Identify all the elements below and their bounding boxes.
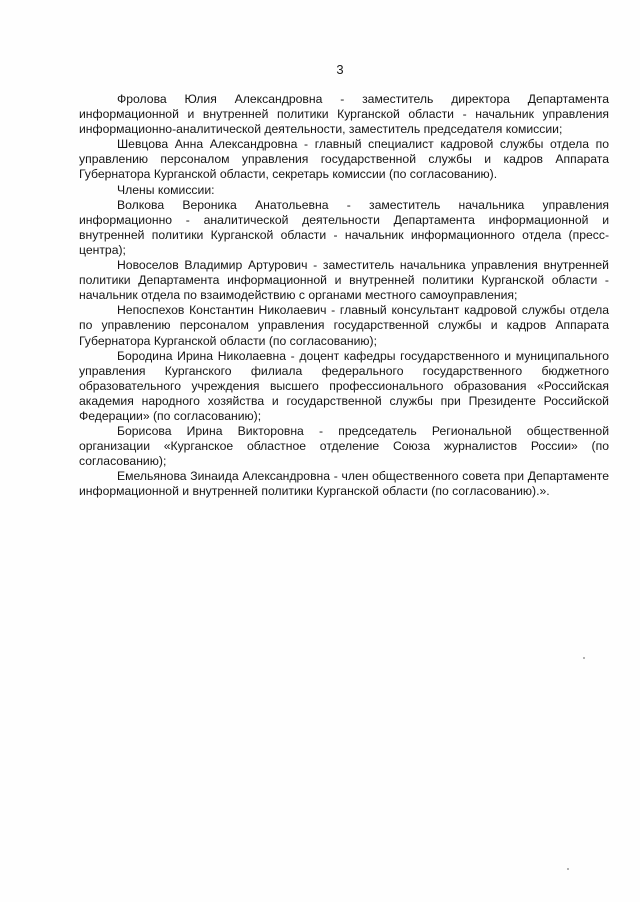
page-number: 3 — [336, 62, 344, 77]
paragraph-member-emelyanova: Емельянова Зинаида Александровна - член общественного совета при Департаменте информационной и внутренней политики Курганской области (по согласованию).». — [79, 469, 609, 499]
scan-speck — [567, 868, 569, 870]
paragraph-member-volkova: Волкова Вероника Анатольевна - заместитель начальника управления информационно - аналитической деятельности Департамента информационной и внутренней политики Курганской области - начальник информационного отдела (пресс-центра); — [79, 197, 609, 257]
document-body — [79, 92, 609, 500]
paragraph-member-novoselov: Новоселов Владимир Артурович - заместитель начальника управления внутренней политики Департамента информационной и внутренней политики Курганской области - начальник отдела по взаимодействию с органами местного самоуправления; — [79, 258, 609, 303]
paragraph-member-borodina: Бородина Ирина Николаевна - доцент кафедры государственного и муниципального управления Курганского филиала федерального государственного бюджетного образовательного учреждения высшего профессионального образования «Российская академия народного хозяйства и государственной службы при Президенте Российской Федерации» (по согласованию); — [79, 348, 609, 423]
paragraph-deputy-chair: Фролова Юлия Александровна - заместитель директора Департамента информационной и внутренней политики Курганской области - начальник управления информационно-аналитической деятельности, заместитель председателя комиссии; — [79, 92, 609, 137]
paragraph-secretary: Шевцова Анна Александровна - главный специалист кадровой службы отдела по управлению персоналом управления государственной службы и кадров Аппарата Губернатора Курганской области, секретарь комиссии (по согласованию). — [79, 137, 609, 182]
paragraph-members-heading: Члены комиссии: — [117, 182, 215, 197]
paragraph-member-borisova: Борисова Ирина Викторовна - председатель Региональной общественной организации «Курганское областное отделение Союза журналистов России» (по согласованию); — [79, 424, 609, 469]
scan-speck — [583, 657, 585, 659]
paragraph-member-neposphekhov: Непоспехов Константин Николаевич - главный консультант кадровой службы отдела по управлению персоналом управления государственной службы и кадров Аппарата Губернатора Курганской области (по согласованию); — [79, 303, 609, 348]
